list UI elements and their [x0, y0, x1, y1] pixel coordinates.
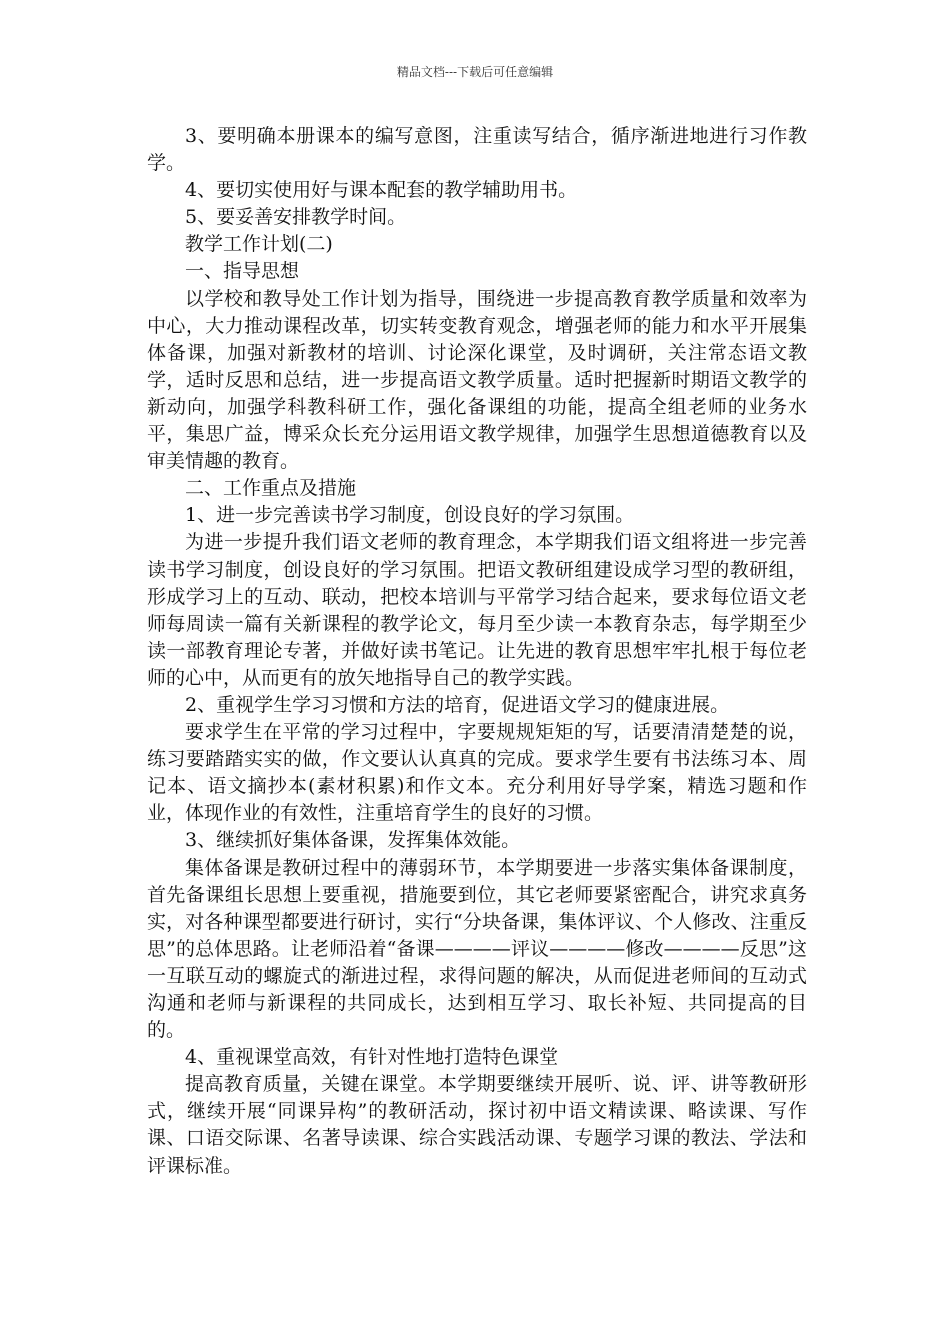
paragraph: 以学校和教导处工作计划为指导，围绕进一步提高教育教学质量和效率为中心，大力推动课程改革，切实转变教育观念，增强老师的能力和水平开展集体备课，加强对新教材的培训、讨论深化课堂，及时调研，关注常态语文教学，适时反思和总结，进一步提高语文教学质量。适时把握新时期语文教学的新动向，加强学科教科研工作，强化备课组的功能，提高全组老师的业务水平，集思广益，博采众长充分运用语文教学规律，加强学生思想道德教育以及审美情趣的教育。: [147, 287, 807, 473]
subheading: 3、继续抓好集体备课，发挥集体效能。: [185, 829, 521, 852]
paragraph: 4、要切实使用好与课本配套的教学辅助用书。: [185, 179, 578, 202]
section-heading: 一、指导思想: [185, 260, 300, 283]
page-header: 精品文档---下载后可任意编辑: [396, 65, 554, 79]
subheading: 2、重视学生学习习惯和方法的培育，促进语文学习的健康进展。: [185, 693, 730, 716]
paragraph: 提高教育质量，关键在课堂。本学期要继续开展听、说、评、讲等教研形式，继续开展“同课异构”的教研活动，探讨初中语文精读课、略读课、写作课、口语交际课、名著导读课、综合实践活动课、专题学习课的教法、学法和评课标准。: [147, 1073, 807, 1177]
paragraph: 5、要妥善安排教学时间。: [185, 206, 407, 229]
document-body: [147, 123, 807, 1180]
paragraph: 为进一步提升我们语文老师的教育理念，本学期我们语文组将进一步完善读书学习制度，创设良好的学习氛围。把语文教研组建设成学习型的教研组，形成学习上的互动、联动，把校本培训与平常学习结合起来，要求每位语文老师每周读一篇有关新课程的教学论文，每月至少读一本教育杂志，每学期至少读一部教育理论专著，并做好读书笔记。让先进的教育思想牢牢扎根于每位老师的心中，从而更有的放矢地指导自己的教学实践。: [147, 531, 807, 689]
subheading: 1、进一步完善读书学习制度，创设良好的学习氛围。: [185, 504, 635, 527]
subheading: 4、重视课堂高效，有针对性地打造特色课堂: [185, 1046, 559, 1069]
paragraph: 集体备课是教研过程中的薄弱环节，本学期要进一步落实集体备课制度，首先备课组长思想上要重视，措施要到位，其它老师要紧密配合，讲究求真务实，对各种课型都要进行研讨，实行“分块备课，集体评议、个人修改、注重反思”的总体思路。让老师沿着“备课————评议————修改————反思”这一互联互动的螺旋式的渐进过程，求得问题的解决，从而促进老师间的互动式沟通和老师与新课程的共同成长，达到相互学习、取长补短、共同提高的目的。: [147, 856, 807, 1042]
section-title: 教学工作计划(二): [185, 233, 333, 256]
paragraph: 要求学生在平常的学习过程中，字要规规矩矩的写，话要清清楚楚的说，练习要踏踏实实的做，作文要认认真真的完成。要求学生要有书法练习本、周记本、语文摘抄本(素材积累)和作文本。充分利用好导学案，精选习题和作业，体现作业的有效性，注重培育学生的良好的习惯。: [147, 721, 807, 825]
paragraph: 3、要明确本册课本的编写意图，注重读写结合，循序渐进地进行习作教学。: [147, 125, 807, 175]
section-heading: 二、工作重点及措施: [185, 477, 357, 500]
